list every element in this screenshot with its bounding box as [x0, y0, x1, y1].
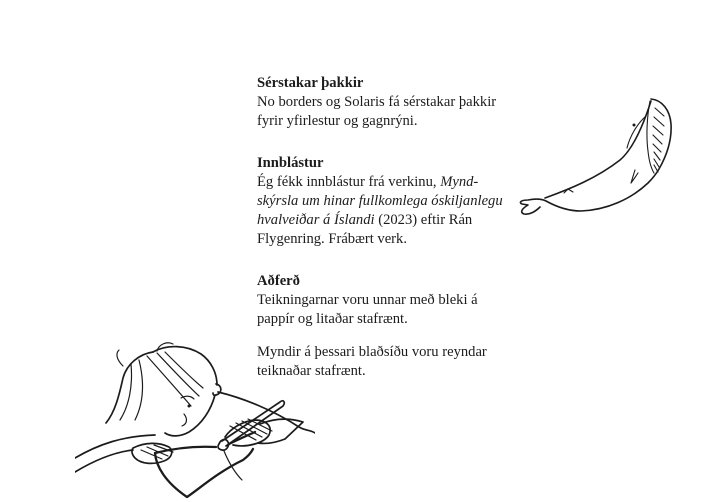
whale-illustration [515, 86, 685, 221]
method-line-1: Teikningarnar voru unnar með bleki á [257, 292, 478, 308]
inspiration-line-1 [257, 173, 512, 192]
method-line-2: pappír og litaðar stafrænt. [257, 311, 408, 327]
artist-sketch-svg [75, 340, 315, 502]
artist-eye [188, 405, 191, 408]
method-note-line-2: teiknaðar stafrænt. [257, 363, 366, 379]
section-heading-inspiration: Innblástur [257, 155, 324, 171]
artist-hair-inner-2 [135, 360, 142, 420]
whale-head-crease [647, 101, 654, 173]
inspiration-work-title-part-3: hvalveiðar á Íslandi [257, 212, 375, 228]
whale-sketch-svg [515, 86, 685, 221]
inspiration-line-3-text: (2023) eftir Rán [378, 212, 473, 228]
whale-back-line [545, 101, 651, 198]
credits-text-column [257, 74, 512, 381]
whale-flipper [631, 170, 638, 183]
section-inspiration [257, 154, 512, 249]
inspiration-work-title-part-1: Mynd- [440, 174, 479, 190]
artist-head-outline [153, 347, 217, 385]
artist-hair-left [106, 352, 153, 423]
artist-paper-top-edge [155, 447, 216, 453]
artist-illustration [75, 340, 315, 502]
section-heading-thanks: Sérstakar þakkir [257, 75, 364, 91]
artist-left-hand [132, 443, 172, 463]
section-special-thanks [257, 74, 512, 131]
thanks-line-1: No borders og Solaris fá sérstakar þakkir [257, 94, 497, 110]
whale-eye [633, 124, 636, 127]
section-heading-method: Aðferð [257, 273, 300, 289]
inspiration-line-4: Flygenring. Frábært verk. [257, 231, 407, 247]
artist-hair-spike [117, 350, 123, 366]
method-note-line-1: Myndir á þessari blaðsíðu voru reyndar [257, 344, 487, 360]
inspiration-line-3 [257, 211, 512, 230]
artist-brow [181, 396, 194, 399]
thanks-line-2: fyrir yfirlestur og gagnrýni. [257, 113, 418, 129]
artist-pen [222, 401, 284, 446]
inspiration-work-title-part-2: skýrsla um hinar fullkomlega óskiljanlegu [257, 193, 503, 209]
artist-jaw-chin [165, 395, 215, 436]
artist-nose [182, 414, 186, 426]
inspiration-line-1-text: Ég fékk innblástur frá verkinu, [257, 174, 437, 190]
